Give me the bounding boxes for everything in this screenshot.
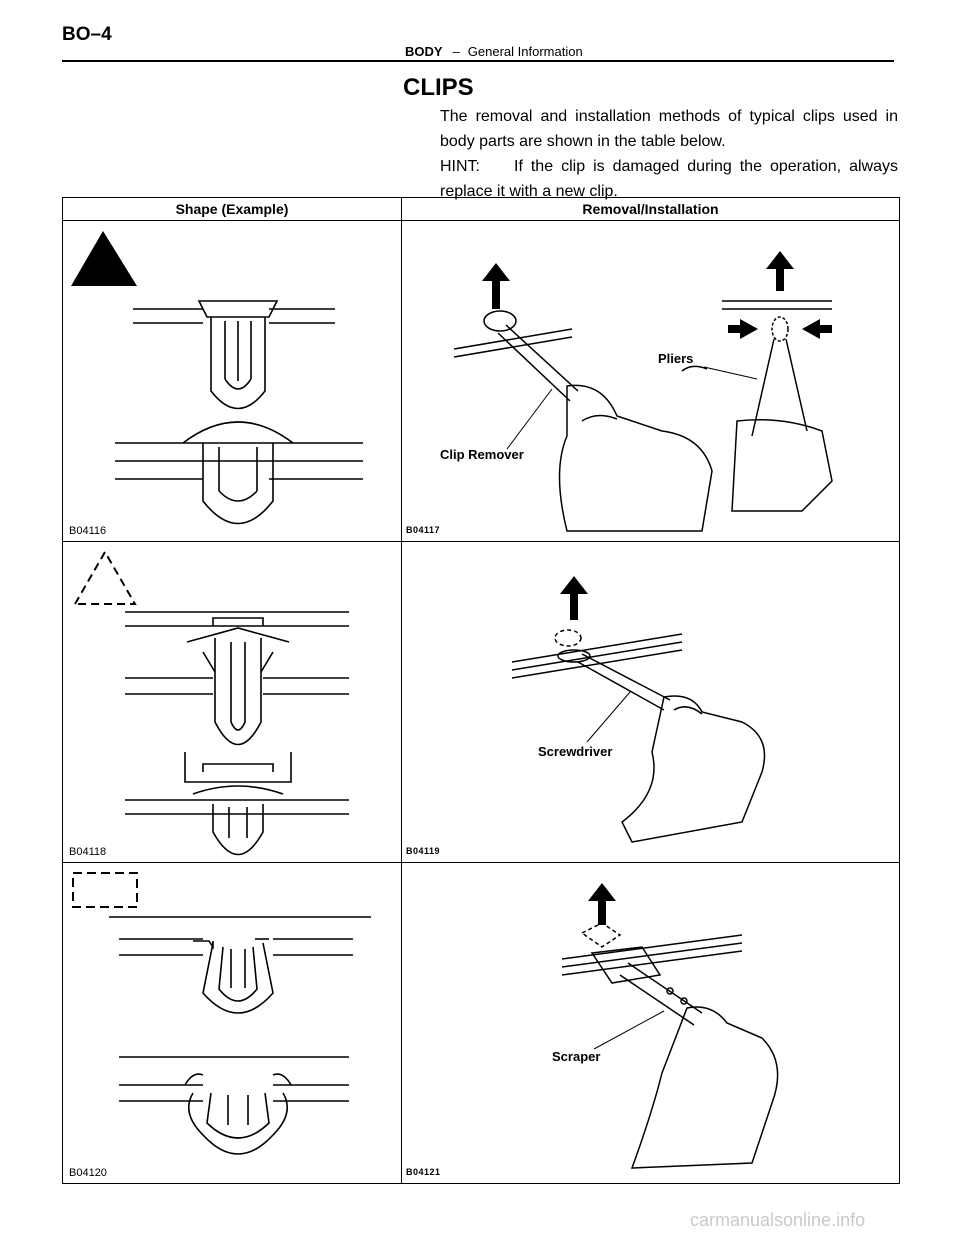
column-header-shape: Shape (Example) (63, 198, 402, 221)
header-rule (62, 60, 894, 62)
tool-label-pliers: Pliers (658, 351, 694, 366)
clip-shape-figure-1 (63, 221, 402, 541)
clip-shape-figure-3 (63, 863, 402, 1183)
method-code: B04121 (406, 1167, 441, 1177)
shape-code: B04116 (69, 525, 107, 537)
shape-cell (63, 863, 402, 1184)
method-cell (402, 542, 900, 863)
page-id: BO–4 (62, 24, 112, 45)
table-header-row (63, 198, 900, 221)
section-name: BODY (405, 44, 443, 59)
removal-figure-1 (402, 221, 900, 541)
intro-paragraph: The removal and installation methods of typical clips used in body parts are shown in the table below. (440, 108, 898, 150)
tool-label-clip-remover: Clip Remover (440, 447, 524, 462)
table-row (63, 863, 900, 1184)
tool-label-screwdriver: Screwdriver (538, 744, 613, 759)
removal-figure-3 (402, 863, 900, 1183)
method-cell (402, 863, 900, 1184)
method-cell (402, 221, 900, 542)
dashed-rectangle-icon (73, 873, 137, 907)
shape-cell (63, 221, 402, 542)
dashed-triangle-icon (75, 552, 135, 604)
arrow-up-icon (588, 883, 616, 925)
page-title: CLIPS (403, 74, 474, 101)
clips-table (62, 197, 900, 1184)
section-separator: – (452, 44, 460, 59)
arrow-up-icon (482, 263, 510, 309)
table-row (63, 221, 900, 542)
removal-figure-2 (402, 542, 900, 862)
intro-text (440, 104, 898, 204)
section-header (405, 44, 583, 59)
column-header-method: Removal/Installation (402, 198, 900, 221)
arrow-right-icon (728, 319, 758, 339)
arrow-left-icon (802, 319, 832, 339)
watermark: carmanualsonline.info (690, 1210, 866, 1230)
method-code: B04117 (406, 525, 441, 535)
hint-text: If the clip is damaged during the operation, always replace it with a new clip. (440, 158, 898, 200)
solid-triangle-icon (71, 231, 137, 286)
hint-label: HINT: (440, 158, 480, 175)
arrow-up-icon (766, 251, 794, 291)
shape-code: B04118 (69, 846, 107, 858)
shape-code: B04120 (69, 1167, 107, 1179)
shape-cell (63, 542, 402, 863)
subsection-name: General Information (467, 44, 583, 59)
arrow-up-icon (560, 576, 588, 620)
clip-shape-figure-2 (63, 542, 402, 862)
table-row (63, 542, 900, 863)
method-code: B04119 (406, 846, 441, 856)
tool-label-scraper: Scraper (552, 1049, 601, 1064)
